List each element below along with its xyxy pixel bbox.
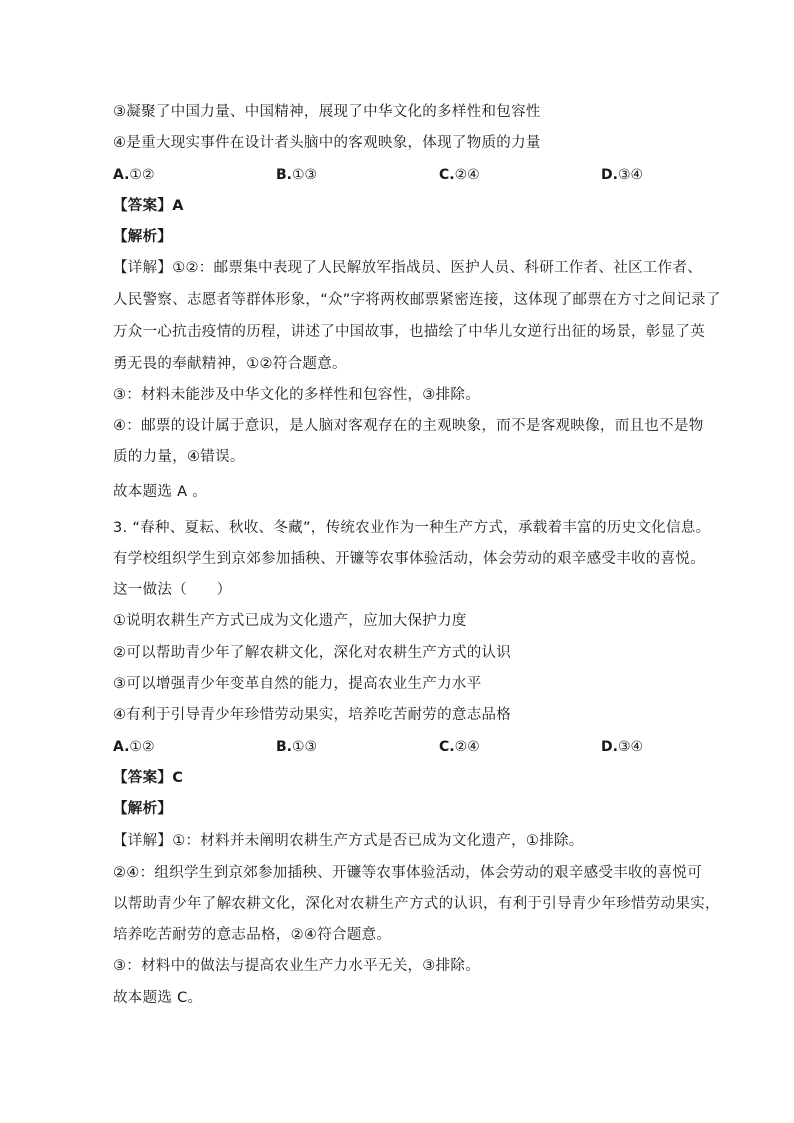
q2-option-c-text: ②④ — [454, 167, 480, 183]
q2-detail-line: ④：邮票的设计属于意识，是人脑对客观存在的主观映象，而不是客观映像，而且也不是物 — [113, 418, 704, 434]
q2-conclusion: 故本题选 A 。 — [113, 484, 208, 500]
q3-statement-2: ②可以帮助青少年了解农耕文化，深化对农耕生产方式的认识 — [113, 645, 512, 661]
q3-option-c — [439, 737, 480, 757]
q2-detail-line: 人民警察、志愿者等群体形象，“众”字将两枚邮票紧密连接，这体现了邮票在方寸之间记录了 — [113, 292, 721, 308]
q3-option-b-key: B. — [276, 739, 292, 755]
q2-option-d-text: ③④ — [617, 167, 644, 183]
q2-detail-line: 质的力量，④错误。 — [113, 449, 245, 465]
q3-option-c-key: C. — [439, 739, 455, 755]
q2-option-b — [276, 165, 317, 185]
q2-detail-line: ③：材料未能涉及中华文化的多样性和包容性，③排除。 — [113, 387, 480, 403]
q2-option-b-text: ①③ — [292, 167, 318, 183]
q3-detail-line: ③：材料中的做法与提高农业生产力水平无关，③排除。 — [113, 958, 480, 974]
q3-answer: 【答案】C — [113, 770, 184, 786]
q3-conclusion: 故本题选 C。 — [113, 990, 203, 1006]
q3-option-c-text: ②④ — [454, 739, 480, 755]
q3-detail-line: 培养吃苦耐劳的意志品格，②④符合题意。 — [113, 927, 392, 943]
q3-option-d-key: D. — [601, 739, 618, 755]
q2-statement-4: ④是重大现实事件在设计者头脑中的客观映象，体现了物质的力量 — [113, 135, 541, 151]
q3-detail-line: ②④：组织学生到京郊参加插秧、开镰等农事体验活动，体会劳动的艰辛感受丰收的喜悦可 — [113, 865, 702, 881]
q3-detail-line: 【详解】①：材料并未阐明农耕生产方式是否已成为文化遗产，①排除。 — [113, 833, 584, 849]
q3-option-a-key: A. — [113, 739, 130, 755]
q3-statement-1: ①说明农耕生产方式已成为文化遗产，应加大保护力度 — [113, 613, 467, 629]
q3-option-a-text: ①② — [129, 739, 155, 755]
q2-answer: 【答案】A — [113, 198, 184, 214]
q2-option-a — [113, 165, 155, 185]
q3-detail-line: 以帮助青少年了解农耕文化，深化对农耕生产方式的认识，有利于引导青少年珍惜劳动果实， — [113, 896, 720, 912]
q3-statement-4: ④有利于引导青少年珍惜劳动果实，培养吃苦耐劳的意志品格 — [113, 707, 512, 723]
q2-option-c-key: C. — [439, 167, 455, 183]
q2-option-c — [439, 165, 480, 185]
q3-statement-3: ③可以增强青少年变革自然的能力，提高农业生产力水平 — [113, 676, 482, 692]
q3-option-d — [601, 737, 643, 757]
q3-stem-line: 这一做法（ ） — [113, 582, 232, 598]
q2-detail-line: 【详解】①②：邮票集中表现了人民解放军指战员、医护人员、科研工作者、社区工作者、 — [113, 260, 702, 276]
q2-detail-line: 万众一心抗击疫情的历程，讲述了中国故事，也描绘了中华儿女逆行出征的场景，彰显了英 — [113, 324, 705, 340]
q3-option-b — [276, 737, 317, 757]
q3-option-a — [113, 737, 155, 757]
q2-option-a-text: ①② — [129, 167, 155, 183]
q2-option-b-key: B. — [276, 167, 292, 183]
q2-option-d — [601, 165, 643, 185]
q3-option-b-text: ①③ — [292, 739, 318, 755]
q2-statement-3: ③凝聚了中国力量、中国精神，展现了中华文化的多样性和包容性 — [113, 104, 541, 120]
q3-stem-line: 3. “春种、夏耘、秋收、冬藏”，传统农业作为一种生产方式，承载着丰富的历史文化信息。 — [113, 520, 711, 536]
q3-option-d-text: ③④ — [617, 739, 644, 755]
q2-analysis-label: 【解析】 — [113, 229, 173, 245]
q2-option-a-key: A. — [113, 167, 130, 183]
q2-detail-line: 勇无畏的奉献精神，①②符合题意。 — [113, 356, 347, 372]
q2-option-d-key: D. — [601, 167, 618, 183]
q3-stem-line: 有学校组织学生到京郊参加插秧、开镰等农事体验活动，体会劳动的艰辛感受丰收的喜悦。 — [113, 551, 705, 567]
q3-analysis-label: 【解析】 — [113, 801, 173, 817]
